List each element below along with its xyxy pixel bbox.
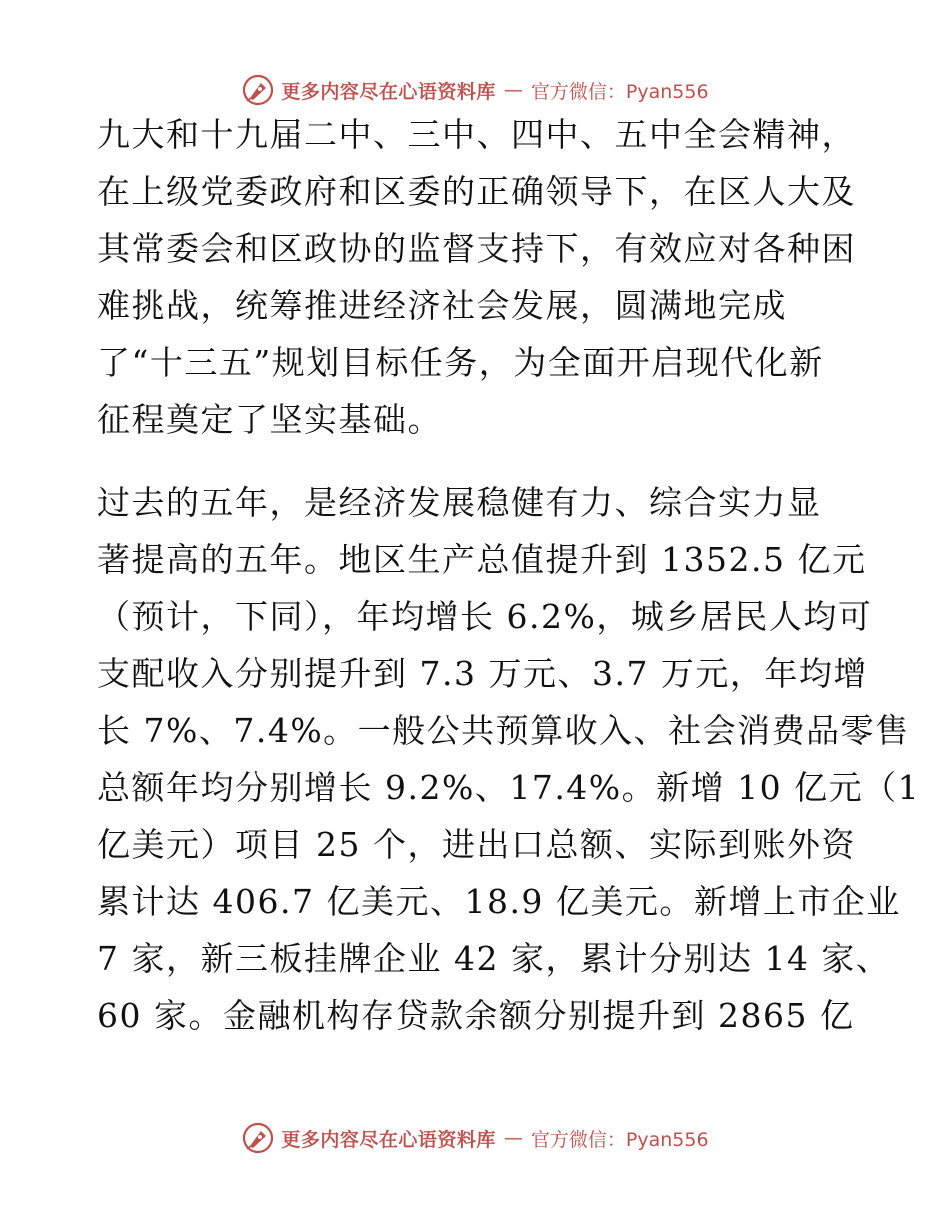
text-line: 累计达 406.7 亿美元、18.9 亿美元。新增上市企业 — [97, 882, 901, 921]
pen-nib-logo-icon — [241, 73, 275, 107]
wechat-id-text: 官方微信：Pyan556 — [530, 1128, 709, 1151]
text-line: 了“十三五”规划目标任务，为全面开启现代化新 — [97, 343, 824, 382]
footer-banner — [0, 1118, 950, 1158]
paragraph-1 — [97, 115, 857, 439]
text-line: 60 家。金融机构存贷款余额分别提升到 2865 亿 — [97, 996, 855, 1035]
brand-text: 更多内容尽在心语资料库 — [281, 80, 496, 103]
text-line: 征程奠定了坚实基础。 — [97, 400, 442, 439]
text-line: 在上级党委政府和区委的正确领导下，在区人大及 — [97, 172, 856, 211]
text-line: 九大和十九届二中、三中、四中、五中全会精神， — [97, 115, 856, 154]
text-line: 著提高的五年。地区生产总值提升到 1352.5 亿元 — [97, 540, 867, 579]
text-line: 7 家，新三板挂牌企业 42 家，累计分别达 14 家、 — [97, 939, 891, 978]
document-body — [97, 115, 921, 1056]
text-line: 长 7%、7.4%。一般公共预算收入、社会消费品零售 — [97, 711, 910, 750]
header-banner — [0, 70, 950, 110]
text-line: 亿美元）项目 25 个，进出口总额、实际到账外资 — [97, 825, 856, 864]
text-line: 其常委会和区政协的监督支持下，有效应对各种困 — [97, 229, 856, 268]
text-line: 支配收入分别提升到 7.3 万元、3.7 万元，年均增 — [97, 654, 868, 693]
separator-dash: — — [503, 1127, 523, 1149]
separator-dash: — — [503, 79, 523, 101]
brand-text: 更多内容尽在心语资料库 — [281, 1128, 496, 1151]
text-line: 过去的五年，是经济发展稳健有力、综合实力显 — [97, 483, 822, 522]
text-line: 总额年均分别增长 9.2%、17.4%。新增 10 亿元（1 — [97, 768, 921, 807]
pen-nib-logo-icon — [241, 1121, 275, 1155]
wechat-id-text: 官方微信：Pyan556 — [530, 80, 709, 103]
paragraph-2 — [97, 483, 921, 1035]
text-line: 难挑战，统筹推进经济社会发展，圆满地完成 — [97, 286, 787, 325]
text-line: （预计，下同），年均增长 6.2%，城乡居民人均可 — [97, 597, 873, 636]
